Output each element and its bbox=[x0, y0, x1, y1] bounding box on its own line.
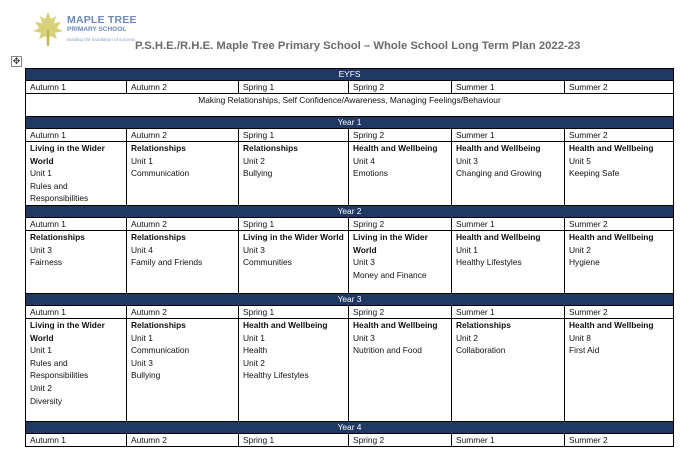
unit-line: Unit 2 bbox=[456, 332, 478, 343]
unit-line: Unit 2 bbox=[569, 244, 591, 255]
unit-line: Nutrition and Food bbox=[353, 345, 422, 356]
unit-cell bbox=[239, 142, 349, 206]
term-cell: Spring 1 bbox=[239, 129, 349, 142]
unit-cell bbox=[26, 142, 127, 206]
unit-line: Unit 3 bbox=[30, 244, 52, 255]
unit-line: Changing and Growing bbox=[456, 168, 542, 179]
year4-terms-row bbox=[26, 433, 674, 446]
term-cell: Summer 1 bbox=[452, 129, 565, 142]
term-cell: Spring 2 bbox=[349, 305, 452, 318]
term-cell: Summer 1 bbox=[452, 433, 565, 446]
table-move-handle-icon[interactable]: ✥ bbox=[12, 56, 21, 66]
unit-line: Bullying bbox=[243, 168, 273, 179]
unit-line: Unit 2 bbox=[243, 357, 265, 368]
unit-theme: Living in the Wider World bbox=[30, 143, 105, 166]
unit-line: Communication bbox=[131, 345, 190, 356]
unit-cell bbox=[565, 230, 674, 293]
year4-header: Year 4 bbox=[26, 421, 674, 433]
unit-cell bbox=[26, 318, 127, 421]
unit-line: Healthy Lifestyles bbox=[243, 370, 309, 381]
unit-theme: Health and Wellbeing bbox=[353, 143, 438, 153]
page-title: P.S.H.E./R.H.E. Maple Tree Primary School – Whole School Long Term Plan 2022-23 bbox=[135, 40, 581, 52]
term-cell: Autumn 1 bbox=[26, 433, 127, 446]
term-cell: Summer 1 bbox=[452, 217, 565, 230]
term-cell: Autumn 1 bbox=[26, 305, 127, 318]
unit-theme: Health and Wellbeing bbox=[569, 231, 654, 242]
term-cell: Autumn 2 bbox=[127, 217, 239, 230]
unit-line: Unit 1 bbox=[456, 244, 478, 255]
unit-line: Keeping Safe bbox=[569, 168, 620, 179]
eyfs-content: Making Relationships, Self Confidence/Awareness, Managing Feelings/Behaviour bbox=[26, 94, 674, 117]
logo-subtitle: PRIMARY SCHOOL bbox=[67, 26, 127, 33]
unit-line: Health bbox=[243, 345, 268, 356]
unit-line: Money and Finance bbox=[353, 269, 427, 280]
unit-line: Unit 4 bbox=[131, 244, 153, 255]
unit-theme: Health and Wellbeing bbox=[243, 319, 328, 330]
unit-theme: Health and Wellbeing bbox=[569, 143, 654, 153]
unit-line: Unit 2 bbox=[30, 382, 52, 393]
term-cell: Spring 2 bbox=[349, 433, 452, 446]
unit-cell bbox=[452, 142, 565, 206]
logo-tagline: Building the foundation of success bbox=[67, 37, 136, 42]
unit-line: Unit 3 bbox=[353, 332, 375, 343]
term-cell: Spring 2 bbox=[349, 129, 452, 142]
unit-line: Collaboration bbox=[456, 345, 506, 356]
term-cell: Summer 1 bbox=[452, 81, 565, 94]
unit-theme: Living in the Wider World bbox=[243, 231, 344, 242]
term-cell: Summer 2 bbox=[565, 433, 674, 446]
unit-line: Unit 1 bbox=[30, 345, 52, 356]
unit-line: Emotions bbox=[353, 168, 388, 179]
unit-theme: Health and Wellbeing bbox=[456, 143, 541, 153]
unit-cell bbox=[127, 230, 239, 293]
unit-theme: Relationships bbox=[243, 143, 298, 153]
unit-line: Rules and Responsibilities bbox=[30, 357, 89, 381]
year2-terms-row bbox=[26, 217, 674, 230]
unit-theme: Relationships bbox=[30, 231, 85, 242]
year1-content-row bbox=[26, 142, 674, 206]
term-cell: Autumn 1 bbox=[26, 217, 127, 230]
year3-header: Year 3 bbox=[26, 293, 674, 305]
maple-tree-icon bbox=[30, 10, 66, 48]
unit-line: First Aid bbox=[569, 345, 600, 356]
unit-theme: Relationships bbox=[131, 143, 186, 153]
unit-line: Unit 1 bbox=[243, 332, 265, 343]
unit-line: Diversity bbox=[30, 395, 63, 406]
year2-header: Year 2 bbox=[26, 205, 674, 217]
unit-line: Unit 3 bbox=[353, 257, 375, 268]
unit-cell bbox=[127, 142, 239, 206]
unit-line: Bullying bbox=[131, 370, 161, 381]
unit-line: Hygiene bbox=[569, 257, 600, 268]
term-cell: Autumn 2 bbox=[127, 433, 239, 446]
unit-cell bbox=[349, 230, 452, 293]
unit-theme: Living in the Wider World bbox=[353, 231, 428, 255]
term-cell: Spring 2 bbox=[349, 217, 452, 230]
unit-cell bbox=[349, 142, 452, 206]
term-cell: Spring 1 bbox=[239, 305, 349, 318]
unit-cell bbox=[26, 230, 127, 293]
unit-line: Unit 1 bbox=[30, 168, 52, 179]
unit-cell bbox=[565, 142, 674, 206]
term-cell: Autumn 1 bbox=[26, 81, 127, 94]
unit-theme: Health and Wellbeing bbox=[353, 319, 438, 330]
unit-theme: Relationships bbox=[131, 319, 186, 330]
year1-header: Year 1 bbox=[26, 117, 674, 129]
unit-cell bbox=[565, 318, 674, 421]
term-cell: Autumn 2 bbox=[127, 129, 239, 142]
unit-theme: Health and Wellbeing bbox=[569, 319, 654, 330]
unit-cell bbox=[349, 318, 452, 421]
year3-terms-row bbox=[26, 305, 674, 318]
unit-line: Unit 8 bbox=[569, 332, 591, 343]
unit-cell bbox=[127, 318, 239, 421]
unit-line: Unit 3 bbox=[456, 155, 478, 166]
unit-line: Rules and Responsibilities bbox=[30, 180, 89, 204]
term-cell: Summer 2 bbox=[565, 217, 674, 230]
term-cell: Autumn 1 bbox=[26, 129, 127, 142]
term-cell: Summer 2 bbox=[565, 81, 674, 94]
unit-cell bbox=[239, 230, 349, 293]
unit-theme: Health and Wellbeing bbox=[456, 231, 541, 242]
unit-line: Communication bbox=[131, 168, 190, 179]
term-cell: Spring 1 bbox=[239, 217, 349, 230]
term-cell: Summer 2 bbox=[565, 305, 674, 318]
term-cell: Spring 1 bbox=[239, 81, 349, 94]
term-cell: Spring 1 bbox=[239, 433, 349, 446]
term-cell: Spring 2 bbox=[349, 81, 452, 94]
eyfs-header: EYFS bbox=[26, 69, 674, 81]
unit-theme: Living in the Wider World bbox=[30, 319, 105, 343]
unit-cell bbox=[452, 318, 565, 421]
unit-line: Family and Friends bbox=[131, 257, 203, 268]
term-cell: Summer 2 bbox=[565, 129, 674, 142]
unit-line: Healthy Lifestyles bbox=[456, 257, 522, 268]
unit-line: Communities bbox=[243, 257, 292, 268]
unit-line: Fairness bbox=[30, 257, 63, 268]
unit-line: Unit 1 bbox=[131, 155, 153, 166]
year3-content-row bbox=[26, 318, 674, 421]
unit-line: Unit 3 bbox=[131, 357, 153, 368]
long-term-plan-table bbox=[25, 68, 674, 447]
unit-line: Unit 5 bbox=[569, 155, 591, 166]
term-cell: Autumn 2 bbox=[127, 81, 239, 94]
eyfs-terms-row bbox=[26, 81, 674, 94]
year1-terms-row bbox=[26, 129, 674, 142]
logo-name: MAPLE TREE bbox=[67, 14, 137, 26]
unit-cell bbox=[452, 230, 565, 293]
unit-theme: Relationships bbox=[131, 231, 186, 242]
unit-line: Unit 3 bbox=[243, 244, 265, 255]
year2-content-row bbox=[26, 230, 674, 293]
unit-cell bbox=[239, 318, 349, 421]
term-cell: Autumn 2 bbox=[127, 305, 239, 318]
unit-line: Unit 2 bbox=[243, 155, 265, 166]
term-cell: Summer 1 bbox=[452, 305, 565, 318]
unit-theme: Relationships bbox=[456, 319, 511, 330]
unit-line: Unit 4 bbox=[353, 155, 375, 166]
unit-line: Unit 1 bbox=[131, 332, 153, 343]
